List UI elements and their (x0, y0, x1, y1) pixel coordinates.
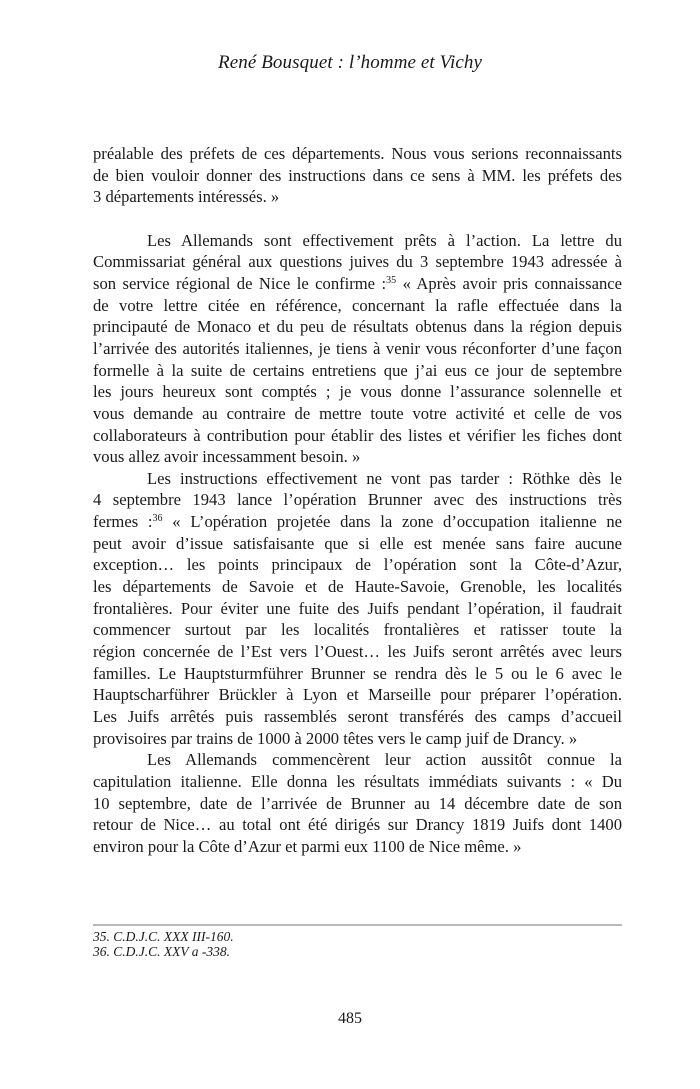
text-line: l’arrivée des autorités italiennes, je tiens à venir vous réconforter d’une façon (93, 338, 622, 358)
text-line: de bien vouloir donner des instructions dans ce sens à MM. les préfets des (93, 165, 622, 185)
text-line: 4 septembre 1943 lance l’opération Brunner avec des instructions très (93, 490, 622, 510)
page-number: 485 (338, 1010, 362, 1027)
text-line: retour de Nice… au total ont été dirigés sur Drancy 1819 Juifs dont 1400 (93, 815, 622, 835)
text-line: exception… les points principaux de l’opération sont la Côte-d’Azur, (93, 555, 622, 575)
footnote-36: 36. C.D.J.C. XXV a -338. (93, 944, 230, 959)
footnotes (93, 929, 234, 959)
text-line: les jours heureux sont comptés ; je vous donne l’assurance solennelle et (93, 382, 622, 402)
text-line: Les instructions effectivement ne vont pas tarder : Röthke dès le (147, 468, 622, 488)
text-line: capitulation italienne. Elle donna les résultats immédiats suivants : « Du (93, 772, 622, 792)
footnote-35: 35. C.D.J.C. XXX III-160. (93, 929, 234, 944)
text-line: Les Juifs arrêtés puis rassemblés seront transférés des camps d’accueil (93, 707, 622, 727)
text-line: vous allez avoir incessamment besoin. » (93, 447, 361, 467)
text-fragment: son service régional de Nice le confirme : (93, 273, 387, 293)
footnote-ref-36[interactable]: 36 (152, 513, 163, 525)
text-line: vous demande au contraire de mettre toute votre activité et celle de vos (93, 403, 622, 423)
text-line: Les Allemands sont effectivement prêts à l’action. La lettre du (147, 230, 622, 250)
running-title: René Bousquet : l’homme et Vichy (218, 52, 482, 73)
text-line: de votre lettre citée en référence, concernant la rafle effectuée dans la (93, 295, 622, 315)
text-line: peut avoir d’issue satisfaisante que si elle est menée sans faire aucune (93, 533, 622, 553)
text-fragment: « Après avoir pris connaissance (396, 273, 622, 293)
text-line: région concernée de l’Est vers l’Ouest… les Juifs seront arrêtés avec leurs (93, 642, 622, 662)
text-line: formelle à la suite de certains entretiens que j’ai eus ce jour de septembre (93, 360, 622, 380)
text-line: préalable des préfets de ces départements. Nous vous serions reconnaissants (93, 144, 622, 163)
text-line: familles. Le Hauptsturmführer Brunner se rendra dès le 5 ou le 6 avec le (93, 663, 622, 683)
text-line: Commissariat général aux questions juives du 3 septembre 1943 adressée à (93, 252, 622, 272)
text-line: commencer surtout par les localités frontalières et ratisser toute la (93, 620, 622, 640)
text-line: collaborateurs à contribution pour établir des listes et vérifier les fiches dont (93, 425, 622, 445)
text-line: 3 départements intéressés. » (93, 187, 280, 207)
footnote-ref-35[interactable]: 35 (386, 274, 397, 286)
text-line: provisoires par trains de 1000 à 2000 têtes vers le camp juif de Drancy. » (93, 728, 578, 748)
paragraph (93, 749, 622, 857)
body-text (93, 143, 622, 858)
paragraph (93, 230, 622, 468)
text-fragment: fermes : (93, 512, 153, 532)
text-line: principauté de Monaco et du peu de résultats obtenus dans la région depuis (93, 317, 622, 337)
text-line-with-footnote-ref (93, 273, 622, 295)
text-line: les départements de Savoie et de Haute-Savoie, Grenoble, les localités (93, 577, 622, 597)
text-line: frontalières. Pour éviter une fuite des Juifs pendant l’opération, il faudrait (93, 598, 622, 618)
text-line: Hauptscharführer Brückler à Lyon et Marseille pour préparer l’opération. (93, 685, 622, 705)
text-line-with-footnote-ref (93, 511, 622, 533)
text-line: Les Allemands commencèrent leur action aussitôt connue la (147, 750, 622, 770)
footnote-divider (93, 924, 622, 926)
text-fragment: « L’opération projetée dans la zone d’occupation italienne ne (162, 512, 622, 532)
text-line: 10 septembre, date de l’arrivée de Brunner au 14 décembre date de son (93, 793, 622, 813)
paragraph (93, 468, 622, 750)
text-line: environ pour la Côte d’Azur et parmi eux 1100 de Nice même. » (93, 836, 522, 856)
paragraph (93, 143, 622, 208)
